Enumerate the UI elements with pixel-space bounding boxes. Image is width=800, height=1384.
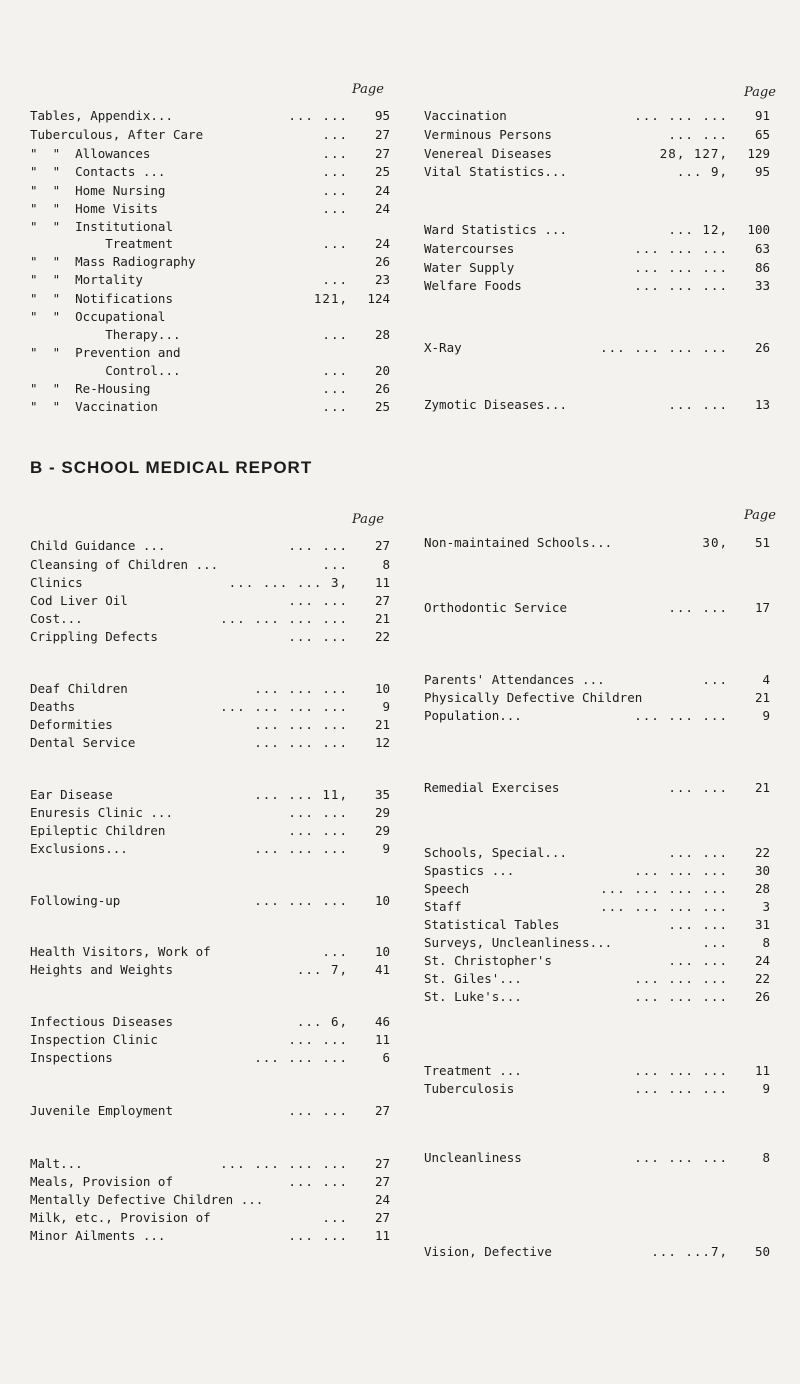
entry-leader: ... ... ... ... [220,1156,348,1171]
index-entry [30,254,390,271]
index-entry [30,1032,390,1049]
entry-leader: ... [322,363,348,378]
entry-leader: ... 12, [668,222,728,237]
index-entry [424,863,770,880]
entry-label: " " Institutional [30,219,173,234]
entry-label: Uncleanliness [424,1150,522,1165]
entry-leader: ... 7, [296,962,348,977]
entry-leader: ... ... ... ... [220,611,348,626]
index-entry [30,327,390,344]
entry-page-number: 35 [374,787,390,802]
entry-leader: 121, [313,291,348,306]
index-entry [30,629,390,646]
index-entry [424,535,770,552]
entry-page-number: 86 [754,260,770,275]
index-entry [424,164,770,181]
entry-leader: ... [322,944,348,959]
index-entry [30,1228,390,1245]
entry-label: Dental Service [30,735,136,750]
entry-label: Infectious Diseases [30,1014,173,1029]
entry-leader: ... ... [288,538,348,553]
entry-leader: ... ... [668,397,728,412]
entry-label: Tuberculosis [424,1081,515,1096]
entry-label: Ward Statistics ... [424,222,567,237]
entry-leader: ... 9, [676,164,728,179]
index-entry [30,201,390,218]
entry-page-number: 28 [754,881,770,896]
entry-page-number: 29 [374,805,390,820]
entry-leader: ... ... ... [254,1050,348,1065]
entry-page-number: 13 [754,397,770,412]
entry-page-number: 22 [754,971,770,986]
entry-leader: ... ... ... [634,241,728,256]
entry-label: Surveys, Uncleanliness... [424,935,613,950]
index-entry [424,1150,770,1167]
entry-leader: ... [322,146,348,161]
entry-page-number: 27 [374,538,390,553]
entry-page-number: 24 [374,183,390,198]
entry-leader: ... [322,201,348,216]
entry-label: Venereal Diseases [424,146,552,161]
index-entry [424,278,770,295]
index-entry [30,593,390,610]
entry-page-number: 11 [374,1032,390,1047]
entry-label: Physically Defective Children [424,690,643,705]
entry-leader: ... ... ... [634,708,728,723]
entry-leader: ... [322,381,348,396]
entry-page-number: 11 [374,1228,390,1243]
entry-label: Exclusions... [30,841,128,856]
entry-page-number: 28 [374,327,390,342]
entry-leader: ... ... [288,1103,348,1118]
entry-page-number: 91 [754,108,770,123]
entry-label: Treatment ... [424,1063,522,1078]
index-entry [30,962,390,979]
entry-page-number: 24 [374,1192,390,1207]
index-entry [30,164,390,181]
index-entry [424,1063,770,1080]
entry-page-number: 27 [374,593,390,608]
entry-page-number: 46 [374,1014,390,1029]
entry-leader: ... [322,327,348,342]
index-entry [30,699,390,716]
entry-page-number: 10 [374,681,390,696]
index-entry [30,127,390,144]
entry-page-number: 6 [382,1050,390,1065]
entry-leader: ... [322,1210,348,1225]
entry-leader: ... ... 11, [254,787,348,802]
index-entry [424,708,770,725]
entry-leader: ... [322,399,348,414]
entry-label: X-Ray [424,340,462,355]
index-entry [424,600,770,617]
entry-page-number: 30 [754,863,770,878]
entry-page-number: 10 [374,893,390,908]
entry-page-number: 8 [762,935,770,950]
entry-label: Deaths [30,699,76,714]
entry-label: Cleansing of Children ... [30,557,219,572]
entry-page-number: 29 [374,823,390,838]
entry-label: Meals, Provision of [30,1174,173,1189]
entry-page-number: 23 [374,272,390,287]
entry-page-number: 25 [374,164,390,179]
entry-leader: ... ... ... ... [220,699,348,714]
entry-page-number: 50 [754,1244,770,1259]
entry-page-number: 27 [374,146,390,161]
entry-label: " " Contacts ... [30,164,166,179]
entry-label: Deaf Children [30,681,128,696]
entry-page-number: 4 [762,672,770,687]
index-entry [30,1103,390,1120]
entry-label: " " Home Visits [30,201,158,216]
index-entry [30,309,390,326]
index-entry [424,690,770,707]
index-entry [424,953,770,970]
entry-leader: ... ... [668,953,728,968]
index-entry [424,241,770,258]
index-entry [30,557,390,574]
entry-label: Inspections [30,1050,113,1065]
entry-leader: ... [322,164,348,179]
entry-leader: ... ... [288,108,348,123]
index-entry [30,1210,390,1227]
index-entry [424,222,770,239]
entry-leader: ... ... [668,917,728,932]
entry-label: Mentally Defective Children ... [30,1192,264,1207]
index-entry [30,219,390,236]
entry-label: Population... [424,708,522,723]
entry-leader: 28, 127, [659,146,728,161]
index-entry [30,611,390,628]
entry-page-number: 26 [374,381,390,396]
index-entry [30,146,390,163]
entry-label: Heights and Weights [30,962,173,977]
entry-label: Milk, etc., Provision of [30,1210,211,1225]
page-header-b-left: Page [352,512,384,527]
entry-page-number: 27 [374,1210,390,1225]
entry-page-number: 95 [754,164,770,179]
index-entry [424,127,770,144]
entry-leader: ... ... ... [634,1063,728,1078]
entry-leader: ... ...7, [651,1244,728,1259]
page-header-right: Page [744,85,776,100]
entry-page-number: 8 [382,557,390,572]
entry-label: Remedial Exercises [424,780,560,795]
index-entry [30,1014,390,1031]
entry-page-number: 26 [754,340,770,355]
entry-page-number: 129 [747,146,770,161]
entry-page-number: 24 [754,953,770,968]
entry-leader: ... 6, [296,1014,348,1029]
entry-page-number: 27 [374,1174,390,1189]
entry-leader: ... [322,557,348,572]
entry-label: Statistical Tables [424,917,560,932]
entry-leader: ... ... ... [634,1081,728,1096]
index-entry [424,1244,770,1261]
entry-leader: ... ... ... [254,735,348,750]
entry-page-number: 27 [374,1156,390,1171]
page-header-left: Page [352,82,384,97]
entry-page-number: 9 [762,708,770,723]
index-entry [30,345,390,362]
entry-label: St. Giles'... [424,971,522,986]
index-entry [424,845,770,862]
entry-label: Enuresis Clinic ... [30,805,173,820]
entry-label: " " Mass Radiography [30,254,196,269]
entry-page-number: 26 [374,254,390,269]
entry-label: Staff [424,899,462,914]
entry-page-number: 21 [374,611,390,626]
entry-leader: ... ... ... [634,278,728,293]
index-entry [424,971,770,988]
entry-leader: ... ... ... [634,108,728,123]
entry-label: St. Luke's... [424,989,522,1004]
entry-leader: ... [322,183,348,198]
index-entry [30,893,390,910]
entry-leader: ... ... [288,593,348,608]
entry-label: Control... [30,363,181,378]
index-entry [30,183,390,200]
entry-page-number: 41 [374,962,390,977]
entry-label: " " Occupational [30,309,166,324]
entry-page-number: 11 [374,575,390,590]
index-entry [30,787,390,804]
entry-leader: ... [322,127,348,142]
entry-label: Speech [424,881,470,896]
entry-label: Clinics [30,575,83,590]
index-entry [424,340,770,357]
entry-leader: ... ... [668,780,728,795]
index-entry [30,805,390,822]
entry-label: Parents' Attendances ... [424,672,605,687]
index-entry [30,381,390,398]
entry-label: Vaccination [424,108,507,123]
index-entry [30,291,390,308]
index-entry [424,1081,770,1098]
page-header-b-right: Page [744,508,776,523]
index-entry [30,363,390,380]
entry-page-number: 63 [754,241,770,256]
entry-page-number: 24 [374,236,390,251]
entry-label: Following-up [30,893,121,908]
entry-label: Minor Ailments ... [30,1228,166,1243]
entry-leader: ... ... ... ... [600,899,728,914]
index-entry [30,841,390,858]
entry-label: Tuberculous, After Care [30,127,204,142]
entry-label: " " Vaccination [30,399,158,414]
entry-leader: ... ... [288,805,348,820]
entry-label: Epileptic Children [30,823,166,838]
entry-leader: ... ... ... [254,717,348,732]
entry-leader: ... ... [288,1228,348,1243]
index-entry [424,881,770,898]
entry-label: Health Visitors, Work of [30,944,211,959]
index-entry [30,399,390,416]
entry-page-number: 31 [754,917,770,932]
index-entry [424,935,770,952]
entry-page-number: 21 [754,690,770,705]
entry-page-number: 20 [374,363,390,378]
entry-leader: ... ... ... [254,841,348,856]
entry-leader: ... ... ... ... [600,881,728,896]
entry-page-number: 24 [374,201,390,216]
index-entry [30,108,390,125]
entry-label: Malt... [30,1156,83,1171]
index-entry [424,672,770,689]
entry-leader: ... ... ... [634,863,728,878]
entry-leader: ... ... ... [254,681,348,696]
entry-label: St. Christopher's [424,953,552,968]
entry-page-number: 22 [374,629,390,644]
entry-leader: ... ... [288,823,348,838]
entry-label: Vital Statistics... [424,164,567,179]
entry-page-number: 9 [382,841,390,856]
entry-page-number: 22 [754,845,770,860]
entry-label: " " Notifications [30,291,173,306]
entry-leader: ... [322,272,348,287]
index-entry [424,989,770,1006]
entry-label: Inspection Clinic [30,1032,158,1047]
entry-leader: ... ... ... [634,989,728,1004]
entry-leader: ... [322,236,348,251]
entry-label: Watercourses [424,241,515,256]
entry-leader: ... ... ... [634,1150,728,1165]
entry-page-number: 11 [754,1063,770,1078]
section-b-heading: B - SCHOOL MEDICAL REPORT [30,458,313,477]
entry-leader: 30, [702,535,728,550]
entry-leader: ... ... ... ... [600,340,728,355]
entry-leader: ... ... [668,845,728,860]
entry-page-number: 27 [374,127,390,142]
entry-page-number: 27 [374,1103,390,1118]
entry-page-number: 124 [367,291,390,306]
entry-page-number: 51 [754,535,770,550]
entry-leader: ... ... [668,127,728,142]
entry-label: Child Guidance ... [30,538,166,553]
entry-label: Tables, Appendix... [30,108,173,123]
entry-page-number: 8 [762,1150,770,1165]
entry-label: Welfare Foods [424,278,522,293]
entry-label: " " Prevention and [30,345,181,360]
entry-label: Vision, Defective [424,1244,552,1259]
index-entry [30,681,390,698]
index-entry [424,146,770,163]
entry-page-number: 100 [747,222,770,237]
entry-page-number: 9 [762,1081,770,1096]
entry-leader: ... ... [288,1032,348,1047]
entry-leader: ... ... ... 3, [228,575,348,590]
index-entry [424,260,770,277]
index-entry [30,1174,390,1191]
entry-page-number: 25 [374,399,390,414]
index-entry [30,236,390,253]
entry-label: Spastics ... [424,863,515,878]
entry-leader: ... ... ... [634,971,728,986]
entry-page-number: 21 [374,717,390,732]
index-entry [30,823,390,840]
index-entry [30,735,390,752]
entry-page-number: 21 [754,780,770,795]
entry-label: Ear Disease [30,787,113,802]
index-entry [30,1050,390,1067]
entry-label: Deformities [30,717,113,732]
entry-page-number: 33 [754,278,770,293]
entry-label: Schools, Special... [424,845,567,860]
entry-page-number: 65 [754,127,770,142]
entry-page-number: 12 [374,735,390,750]
entry-label: Juvenile Employment [30,1103,173,1118]
entry-leader: ... [702,672,728,687]
entry-label: Verminous Persons [424,127,552,142]
entry-label: " " Re-Housing [30,381,151,396]
entry-label: Cod Liver Oil [30,593,128,608]
index-entry [30,1192,390,1209]
entry-label: Therapy... [30,327,181,342]
entry-label: Crippling Defects [30,629,158,644]
index-entry [424,899,770,916]
entry-label: " " Mortality [30,272,143,287]
index-entry [30,575,390,592]
index-entry [30,944,390,961]
index-entry [30,272,390,289]
index-entry [30,538,390,555]
entry-leader: ... ... ... [254,893,348,908]
index-entry [424,108,770,125]
index-entry [424,780,770,797]
index-entry [424,917,770,934]
index-entry [424,397,770,414]
entry-label: Treatment [30,236,173,251]
entry-page-number: 17 [754,600,770,615]
index-entry [30,717,390,734]
entry-label: " " Allowances [30,146,151,161]
index-entry [30,1156,390,1173]
entry-page-number: 26 [754,989,770,1004]
entry-label: " " Home Nursing [30,183,166,198]
entry-page-number: 95 [374,108,390,123]
entry-page-number: 9 [382,699,390,714]
entry-page-number: 3 [762,899,770,914]
entry-label: Water Supply [424,260,515,275]
entry-leader: ... ... [288,629,348,644]
entry-label: Cost... [30,611,83,626]
entry-page-number: 10 [374,944,390,959]
entry-leader: ... [702,935,728,950]
entry-label: Orthodontic Service [424,600,567,615]
entry-leader: ... ... [668,600,728,615]
entry-leader: ... ... [288,1174,348,1189]
entry-label: Non-maintained Schools... [424,535,613,550]
entry-leader: ... ... ... [634,260,728,275]
entry-label: Zymotic Diseases... [424,397,567,412]
